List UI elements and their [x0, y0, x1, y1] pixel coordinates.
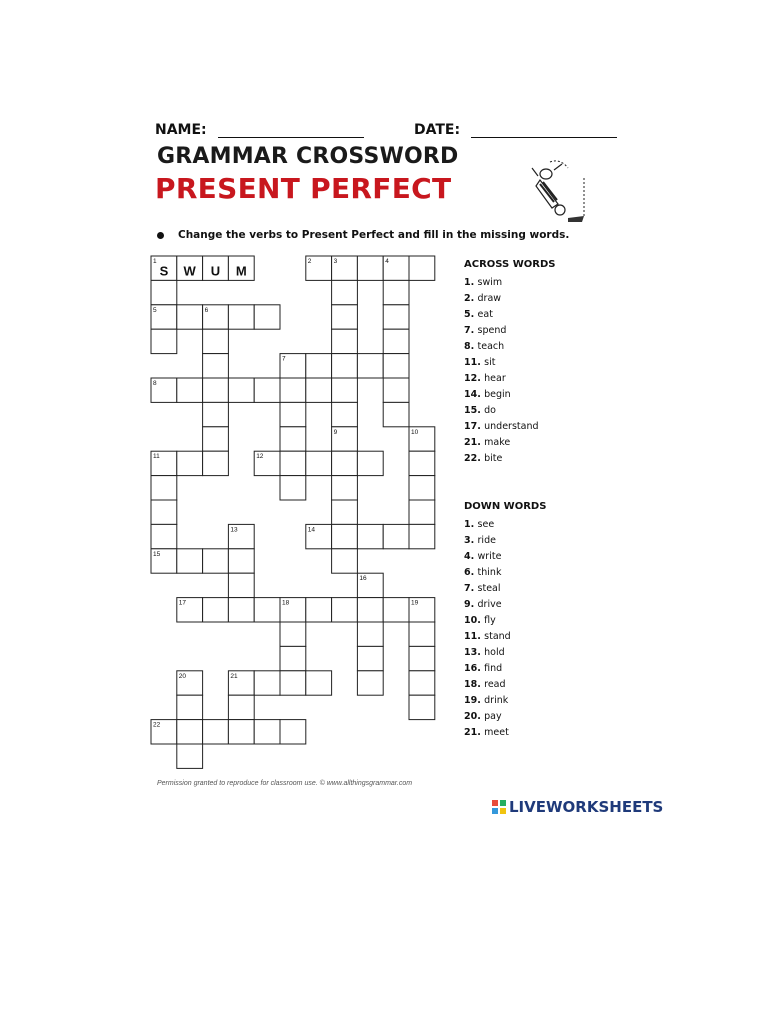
crossword-cell[interactable]	[280, 476, 306, 500]
down-clues	[464, 499, 546, 741]
crossword-cell[interactable]	[357, 256, 383, 280]
across-clue-number: 12.	[464, 373, 485, 384]
across-clue-word: swim	[477, 277, 503, 288]
across-clue-number: 7.	[464, 325, 478, 336]
crossword-cell[interactable]	[306, 451, 332, 475]
down-clue-word: read	[484, 679, 506, 690]
across-clue	[464, 291, 555, 307]
crossword-cell[interactable]	[357, 671, 383, 695]
crossword-cell[interactable]	[228, 305, 254, 329]
crossword-cell[interactable]	[409, 476, 435, 500]
across-clue	[464, 307, 555, 323]
across-heading: ACROSS WORDS	[464, 259, 556, 270]
clue-number-label: 9	[333, 428, 338, 436]
crossword-cell[interactable]	[332, 378, 358, 402]
down-clue-number: 20.	[464, 711, 485, 722]
clue-number-label: 5	[153, 306, 157, 314]
across-clues	[464, 257, 555, 467]
clue-number-label: 10	[411, 428, 419, 436]
crossword-cell[interactable]	[228, 720, 254, 744]
crossword-cell[interactable]	[332, 402, 358, 426]
crossword-cell[interactable]	[383, 402, 409, 426]
down-clue-word: stand	[484, 631, 511, 642]
crossword-cell[interactable]	[203, 549, 229, 573]
across-clue	[464, 403, 555, 419]
crossword-cell[interactable]	[280, 402, 306, 426]
across-clue	[464, 339, 555, 355]
crossword-cell[interactable]	[203, 598, 229, 622]
clue-number-label: 7	[282, 355, 286, 363]
across-clue-number: 14.	[464, 389, 485, 400]
crossword-cell[interactable]	[306, 671, 332, 695]
down-clue-number: 16.	[464, 663, 485, 674]
crossword-cell[interactable]	[280, 451, 306, 475]
across-clue-number: 22.	[464, 453, 485, 464]
across-clue-number: 2.	[464, 293, 478, 304]
across-clue-number: 21.	[464, 437, 485, 448]
clue-number-label: 20	[178, 672, 187, 680]
across-clue	[464, 355, 555, 371]
across-clue-word: sit	[484, 357, 496, 368]
across-clue	[464, 387, 555, 403]
crossword-cell[interactable]	[409, 646, 435, 670]
crossword-cell[interactable]	[151, 476, 177, 500]
crossword-cell[interactable]	[332, 476, 358, 500]
crossword-cell[interactable]	[280, 378, 306, 402]
crossword-cell[interactable]	[203, 451, 229, 475]
down-clue-number: 7.	[464, 583, 478, 594]
crossword-cell[interactable]	[280, 646, 306, 670]
down-clue-number: 4.	[464, 551, 478, 562]
crossword-cell[interactable]	[383, 305, 409, 329]
down-clue-word: ride	[477, 535, 496, 546]
down-clue	[464, 693, 546, 709]
crossword-cell[interactable]	[177, 451, 203, 475]
crossword-cell[interactable]	[177, 744, 203, 768]
across-clue-number: 1.	[464, 277, 478, 288]
across-clue-word: begin	[484, 389, 511, 400]
crossword-cell[interactable]	[332, 598, 358, 622]
crossword-cell[interactable]	[228, 598, 254, 622]
down-list	[464, 517, 546, 741]
down-clue-word: pay	[484, 711, 502, 722]
clue-number-label: 21	[230, 672, 238, 680]
crossword-cell[interactable]	[151, 524, 177, 548]
crossword-cell[interactable]	[357, 646, 383, 670]
down-clue-word: find	[484, 663, 503, 674]
crossword-cell[interactable]	[203, 427, 229, 451]
down-clue-word: write	[477, 551, 502, 562]
across-clue-word: do	[484, 405, 496, 416]
down-clue-word: think	[477, 567, 502, 578]
across-clue-number: 5.	[464, 309, 478, 320]
crossword-cell[interactable]	[280, 720, 306, 744]
crossword-cell[interactable]	[383, 598, 409, 622]
crossword-cell[interactable]	[332, 549, 358, 573]
crossword-cell[interactable]	[383, 354, 409, 378]
down-clue	[464, 565, 546, 581]
crossword-cell[interactable]	[177, 305, 203, 329]
crossword-cell[interactable]	[228, 695, 254, 719]
down-clue	[464, 629, 546, 645]
permission-note: Permission granted to reproduce for classroom use. © www.allthingsgrammar.com	[157, 780, 413, 787]
clue-number-label: 14	[307, 526, 316, 534]
crossword-cell[interactable]	[228, 573, 254, 597]
down-clue	[464, 597, 546, 613]
across-clue-word: make	[484, 437, 511, 448]
crossword-cell[interactable]	[409, 256, 435, 280]
down-clue	[464, 645, 546, 661]
down-clue	[464, 725, 546, 741]
crossword-cell[interactable]	[409, 500, 435, 524]
crossword-cell[interactable]	[280, 671, 306, 695]
instruction-text: Change the verbs to Present Perfect and fill in the missing words.	[178, 229, 570, 241]
across-clue-number: 8.	[464, 341, 478, 352]
crossword-cell[interactable]	[203, 720, 229, 744]
clue-number-label: 15	[153, 550, 161, 558]
down-clue-word: hold	[484, 647, 505, 658]
crossword-cell[interactable]	[306, 378, 332, 402]
crossword-cell[interactable]	[306, 598, 332, 622]
down-clue-number: 9.	[464, 599, 478, 610]
down-clue-number: 1.	[464, 519, 478, 530]
crossword-cell[interactable]	[332, 280, 358, 304]
clue-number-label: 4	[385, 258, 389, 265]
clue-number-label: 13	[230, 526, 238, 534]
crossword-cell[interactable]	[203, 329, 229, 353]
crossword-cell[interactable]	[383, 280, 409, 304]
down-clue-word: meet	[484, 727, 509, 738]
down-clue-number: 10.	[464, 615, 485, 626]
clue-number-label: 22	[153, 721, 161, 729]
down-clue	[464, 549, 546, 565]
crossword-cell[interactable]	[177, 549, 203, 573]
crossword-cell[interactable]	[409, 695, 435, 719]
example-letter: W	[183, 263, 196, 279]
crossword-cell[interactable]	[409, 524, 435, 548]
brand	[492, 798, 663, 816]
down-clue	[464, 661, 546, 677]
crossword-cell[interactable]	[332, 451, 358, 475]
across-clue	[464, 435, 555, 451]
crossword-cell[interactable]	[203, 354, 229, 378]
crossword-cell[interactable]	[254, 378, 280, 402]
crossword-cell[interactable]	[409, 671, 435, 695]
crossword-cell[interactable]	[383, 329, 409, 353]
across-clue-word: eat	[477, 309, 493, 320]
down-clue-number: 13.	[464, 647, 485, 658]
clue-number-label: 3	[333, 258, 338, 265]
crossword-cell[interactable]	[332, 500, 358, 524]
across-clue	[464, 275, 555, 291]
across-clue	[464, 323, 555, 339]
crossword-cell[interactable]	[228, 549, 254, 573]
down-clue-word: fly	[484, 615, 496, 626]
across-list	[464, 275, 555, 467]
crossword-cell[interactable]	[357, 354, 383, 378]
clue-number-label: 17	[178, 599, 187, 607]
crossword-cell[interactable]	[332, 354, 358, 378]
across-clue	[464, 451, 555, 467]
example-letter: U	[210, 263, 221, 279]
clue-number-label: 12	[256, 453, 264, 461]
crossword-cell[interactable]	[409, 451, 435, 475]
down-clue	[464, 613, 546, 629]
crossword-cell[interactable]	[151, 280, 177, 304]
down-clue-number: 21.	[464, 727, 485, 738]
crossword-cell[interactable]	[383, 378, 409, 402]
crossword-cell[interactable]	[203, 402, 229, 426]
brand-text: LIVEWORKSHEETS	[509, 798, 664, 816]
down-clue-word: drive	[477, 599, 502, 610]
crossword-cell[interactable]	[357, 598, 383, 622]
crossword-cell[interactable]	[177, 720, 203, 744]
across-clue	[464, 419, 555, 435]
across-clue-number: 11.	[464, 357, 485, 368]
down-clue-word: see	[477, 519, 495, 530]
crossword-cell[interactable]	[151, 500, 177, 524]
crossword-cell[interactable]	[332, 329, 358, 353]
clue-number-label: 11	[153, 453, 160, 461]
down-clue-word: drink	[484, 695, 509, 706]
down-clue-number: 11.	[464, 631, 485, 642]
clue-number-label: 16	[359, 575, 367, 583]
crossword-cell[interactable]	[177, 695, 203, 719]
down-clue-number: 18.	[464, 679, 485, 690]
crossword-cell[interactable]	[177, 378, 203, 402]
clue-number-label: 8	[153, 380, 157, 387]
crossword-cell[interactable]	[228, 378, 254, 402]
across-clue-word: hear	[484, 373, 506, 384]
crossword-cell[interactable]	[254, 305, 280, 329]
down-clue-word: steal	[477, 583, 501, 594]
crossword-cell[interactable]	[306, 354, 332, 378]
down-clue-number: 6.	[464, 567, 478, 578]
across-clue-word: bite	[484, 453, 503, 464]
across-clue-word: understand	[484, 421, 539, 432]
clue-number-label: 19	[411, 599, 419, 607]
clue-number-label: 18	[282, 599, 290, 607]
down-clue	[464, 677, 546, 693]
page-subtitle: PRESENT PERFECT	[155, 172, 452, 205]
across-clue-number: 15.	[464, 405, 485, 416]
crossword-cell[interactable]	[203, 378, 229, 402]
across-clue-word: teach	[477, 341, 505, 352]
clue-number-label: 6	[204, 306, 209, 314]
date-label: DATE:	[414, 122, 461, 138]
down-heading: DOWN WORDS	[464, 501, 547, 512]
crossword-cell[interactable]	[280, 427, 306, 451]
page-title: GRAMMAR CROSSWORD	[157, 144, 459, 169]
clue-number-label: 2	[307, 258, 312, 265]
down-clue-number: 3.	[464, 535, 478, 546]
down-clue	[464, 581, 546, 597]
across-clue-word: spend	[477, 325, 507, 336]
example-letter: M	[235, 263, 247, 279]
crossword-cell[interactable]	[357, 622, 383, 646]
across-clue-word: draw	[477, 293, 502, 304]
crossword-cell[interactable]	[254, 598, 280, 622]
down-clue	[464, 709, 546, 725]
down-clue-number: 19.	[464, 695, 485, 706]
crossword-cell[interactable]	[254, 720, 280, 744]
down-clue	[464, 517, 546, 533]
crossword-cell[interactable]	[332, 305, 358, 329]
crossword-cell[interactable]	[409, 622, 435, 646]
crossword-cell[interactable]	[254, 671, 280, 695]
crossword-cell[interactable]	[357, 524, 383, 548]
crossword-cell[interactable]	[280, 622, 306, 646]
crossword-cell[interactable]	[357, 451, 383, 475]
example-letter: S	[159, 263, 169, 279]
across-clue-number: 17.	[464, 421, 485, 432]
crossword-cell[interactable]	[151, 329, 177, 353]
crossword-cell[interactable]	[332, 524, 358, 548]
across-clue	[464, 371, 555, 387]
liveworksheets-logo-icon	[492, 800, 506, 814]
clue-number-label: 1	[153, 258, 157, 265]
down-clue	[464, 533, 546, 549]
name-label: NAME:	[155, 122, 207, 138]
crossword-cell[interactable]	[383, 524, 409, 548]
